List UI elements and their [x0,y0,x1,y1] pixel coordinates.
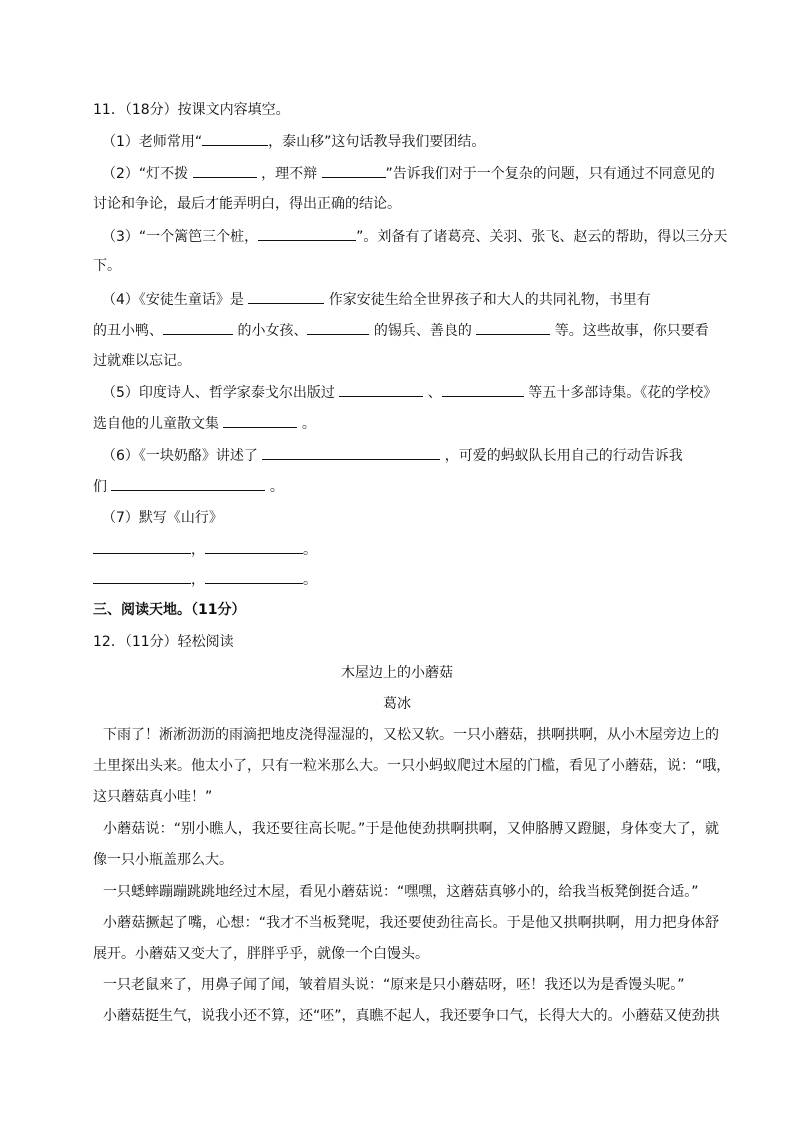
answer-blank[interactable] [205,539,303,554]
answer-blank[interactable] [163,320,233,335]
item-text: 的丑小鸭、 [93,323,163,339]
passage-line: 下雨了！淅淅沥沥的雨滴把地皮浇得湿湿的，又松又软。一只小蘑菇，拱啊拱啊，从小木屋旁边上的 [103,727,719,743]
item-text: （6）《一块奶酪》讲述了 [102,448,263,464]
q11-item-5-cont [93,413,316,434]
answer-blank[interactable] [476,320,550,335]
question-12-header: 12．（11分）轻松阅读 [93,634,234,650]
answer-blank[interactable] [248,289,324,304]
q11-item-2 [102,163,715,184]
answer-blank[interactable] [202,131,268,146]
passage-line: 展开。小蘑菇又变大了，胖胖乎乎，就像一个白馒头。 [93,946,429,962]
item-text: 作家安徒生给全世界孩子和大人的共同礼物，书里有 [324,292,651,308]
q11-item-5 [102,382,717,403]
item-text: （4）《安徒生童话》是 [102,292,249,308]
answer-blank[interactable] [223,413,297,428]
answer-blank[interactable] [93,539,191,554]
item-text: 等五十多部诗集。《花的学校》 [523,385,718,401]
punctuation: 。 [303,572,317,588]
item-text: （1）老师常用“ [102,134,203,150]
item-text: （3）“一个篱笆三个桩， [102,229,259,245]
answer-blank[interactable] [262,445,440,460]
answer-blank[interactable] [93,569,191,584]
item-text: 的小女孩、 [233,323,308,339]
item-text: （5）印度诗人、哲学家泰戈尔出版过 [102,385,340,401]
punctuation: 。 [303,542,317,558]
question-11-header: 11．（18分）按课文内容填空。 [93,102,290,118]
q11-item-4-cont [93,320,709,341]
q11-item-3-cont: 下。 [93,258,121,274]
item-text: 、 [423,385,442,401]
item-text: ，理不辩 [256,166,322,182]
q11-item-6 [102,445,683,466]
q11-item-4 [102,289,651,310]
passage-line: 小蘑菇撅起了嘴，心想：“我才不当板凳呢，我还要使劲往高长。于是他又拱啊拱啊，用力把身体舒 [103,915,719,931]
passage-line: 小蘑菇挺生气，说我小还不算，还“呸”，真瞧不起人，我还要争口气，长得大大的。小蘑菇又使劲拱 [103,1008,720,1024]
passage-line: 一只老鼠来了，用鼻子闻了闻，皱着眉头说：“原来是只小蘑菇呀，呸！我还以为是香馒头呢。” [103,977,685,993]
item-text: ”告诉我们对于一个复杂的问题，只有通过不同意见的 [385,166,715,182]
punctuation: ， [191,572,205,588]
answer-blank[interactable] [322,163,386,178]
answer-blank[interactable] [258,226,356,241]
passage-title: 木屋边上的小蘑菇 [341,665,453,681]
answer-blank[interactable] [307,320,369,335]
item-text: 等。这些故事，你只要看 [550,323,709,339]
passage-author: 葛冰 [383,696,411,712]
answer-blank[interactable] [339,382,423,397]
passage-line: 像一只小瓶盖那么大。 [93,852,233,868]
section-3-heading: 三、阅读天地。（11分） [93,602,246,618]
q11-item-3 [102,226,727,247]
item-text: 的锡兵、善良的 [369,323,477,339]
punctuation: ， [191,542,205,558]
poem-line-1 [93,539,317,560]
passage-line: 小蘑菇说：“别小瞧人，我还要往高长呢。”于是他使劲拱啊拱啊，又伸胳膊又蹬腿，身体变大了，就 [103,821,719,837]
q11-item-4-end: 过就难以忘记。 [93,353,191,369]
item-text: 。 [297,416,316,432]
answer-blank[interactable] [193,163,257,178]
q11-item-6-cont [93,476,284,497]
answer-blank[interactable] [111,476,265,491]
item-text: ，泰山移”这句话教导我们要团结。 [268,134,486,150]
passage-line: 土里探出头来。他太小了，只有一粒米那么大。一只小蚂蚁爬过木屋的门槛，看见了小蘑菇，说：“哦， [93,758,731,774]
q11-item-2-cont: 讨论和争论，最后才能弄明白，得出正确的结论。 [93,196,401,212]
passage-line: 一只蟋蟀蹦蹦跳跳地经过木屋，看见小蘑菇说：“嘿嘿，这蘑菇真够小的，给我当板凳倒挺合适。” [103,884,699,900]
item-text: ，可爱的蚂蚁队长用自己的行动告诉我 [440,448,683,464]
item-text: 们 [93,479,112,495]
item-text: ”。刘备有了诸葛亮、关羽、张飞、赵云的帮助，得以三分天 [356,229,728,245]
q11-item-1 [102,131,485,152]
item-text: 选自他的儿童散文集 [93,416,224,432]
item-text: 。 [265,479,284,495]
poem-line-2 [93,569,317,590]
q11-item-7: （7）默写《山行》 [102,510,223,526]
answer-blank[interactable] [205,569,303,584]
item-text: （2）“灯不拨 [102,166,193,182]
answer-blank[interactable] [442,382,524,397]
passage-line: 这只蘑菇真小哇！” [93,789,213,805]
